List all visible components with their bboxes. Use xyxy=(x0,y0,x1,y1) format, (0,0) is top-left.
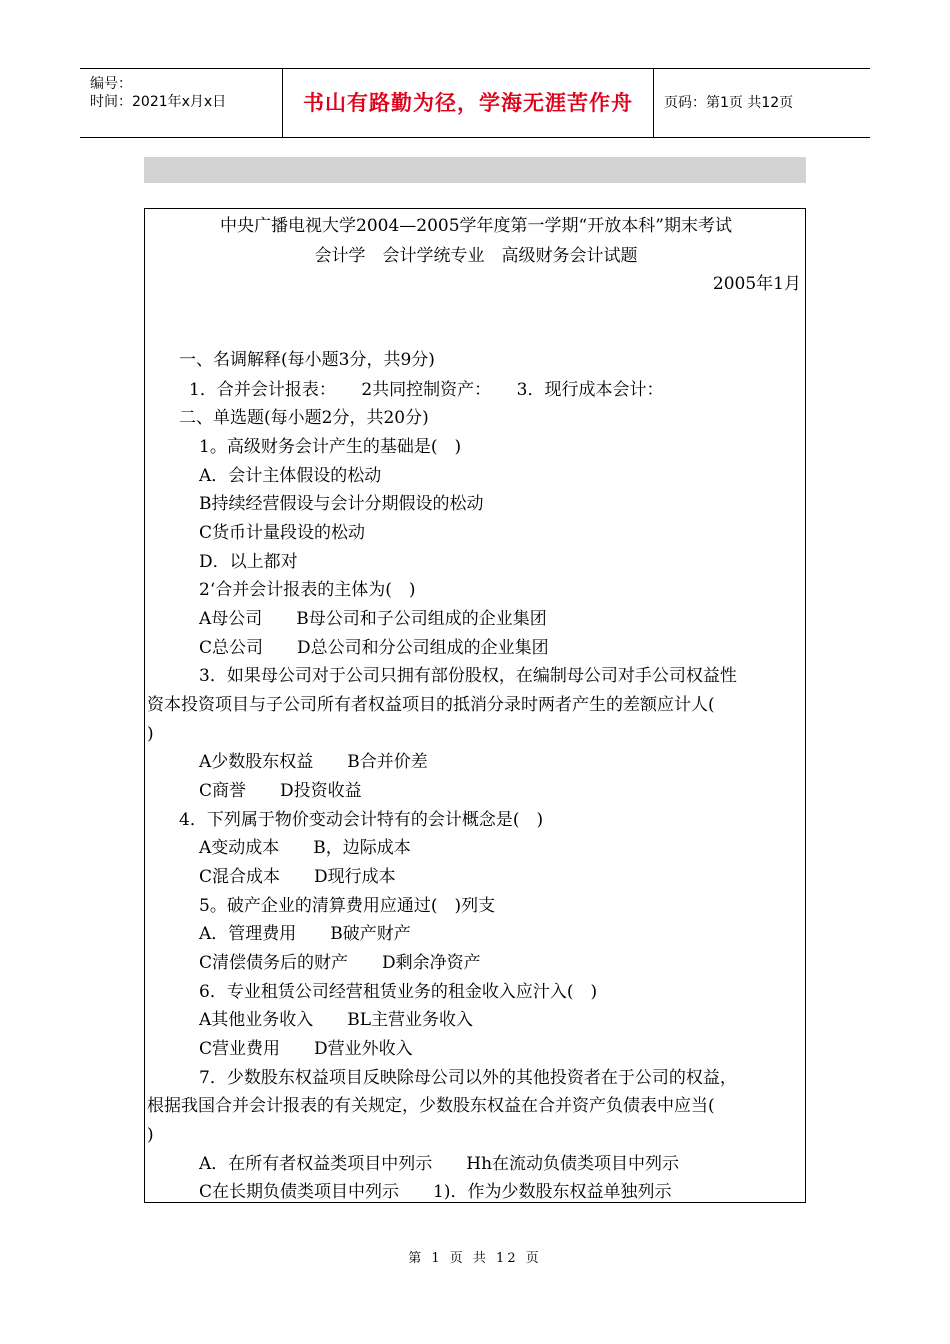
section-heading: 一、名调解释(每小题3分，共9分) xyxy=(179,350,435,370)
question-line: 3．如果母公司对于公司只拥有部份股权，在编制母公司对手公司权益性 xyxy=(199,666,737,686)
exam-subtitle: 会计学 会计学统专业 高级财务会计试题 xyxy=(314,246,638,266)
option-line: A．在所有者权益类项目中列示 Hh在流动负债类项目中列示 xyxy=(199,1154,680,1174)
question-line: 资本投资项目与子公司所有者权益项目的抵消分录时两者产生的差额应计人( xyxy=(147,695,715,715)
exam-box xyxy=(144,208,806,1203)
option-line: A变动成本 B，边际成本 xyxy=(199,838,411,858)
question-line: 2‘合并会计报表的主体为( ) xyxy=(199,580,416,600)
exam-title: 中央广播电视大学2004—2005学年度第一学期“开放本科”期末考试 xyxy=(220,216,732,236)
question-line: ) xyxy=(147,724,154,744)
option-line: C在长期负债类项目中列示 1)．作为少数股东权益单独列示 xyxy=(199,1182,672,1202)
option-line: A少数股东权益 B合并价差 xyxy=(199,752,428,772)
question-line: 7．少数股东权益项目反映除母公司以外的其他投资者在于公司的权益， xyxy=(199,1068,737,1088)
question-line: 1。高级财务会计产生的基础是( ) xyxy=(199,437,462,457)
option-line: D．以上都对 xyxy=(199,552,298,572)
option-line: C清偿债务后的财产 D剩余净资产 xyxy=(199,953,481,973)
option-line: B持续经营假设与会计分期假设的松动 xyxy=(199,494,484,514)
question-line: 6．专业租赁公司经营租赁业务的租金收入应汁入( ) xyxy=(199,982,598,1002)
option-line: A．会计主体假设的松动 xyxy=(199,466,382,486)
number-label: 编号： xyxy=(90,76,132,92)
question-line: 根据我国合并会计报表的有关规定，少数股东权益在合并资产负债表中应当( xyxy=(147,1096,715,1116)
exam-date: 2005年1月 xyxy=(712,274,801,294)
question-line: ) xyxy=(147,1125,154,1145)
option-line: A母公司 B母公司和子公司组成的企业集团 xyxy=(199,609,547,629)
motto: 书山有路勤为径，学海无涯苦作舟 xyxy=(283,69,654,137)
time-label: 时间：2021年x月x日 xyxy=(90,94,227,110)
page-footer: 第 1 页 共 12 页 xyxy=(408,1251,542,1266)
option-line: A其他业务收入 BL主营业务收入 xyxy=(199,1010,474,1030)
question-line: 5。破产企业的清算费用应通过( )列支 xyxy=(199,896,496,916)
question-line: 1．合并会计报表： 2共同控制资产： 3．现行成本会计： xyxy=(189,380,664,400)
gray-divider-bar xyxy=(144,157,806,183)
page-info: 页码：第1页 共12页 xyxy=(664,95,794,111)
header-meta xyxy=(80,69,283,137)
page-header xyxy=(80,68,870,138)
option-line: C商誉 D投资收益 xyxy=(199,781,362,801)
option-line: A．管理费用 B破产财产 xyxy=(199,924,411,944)
option-line: C总公司 D总公司和分公司组成的企业集团 xyxy=(199,638,549,658)
option-line: C混合成本 D现行成本 xyxy=(199,867,396,887)
option-line: C货币计量段设的松动 xyxy=(199,523,366,543)
section-heading: 二、单选题(每小题2分，共20分) xyxy=(179,408,429,428)
option-line: C营业费用 D营业外收入 xyxy=(199,1039,413,1059)
question-line: 4．下列属于物价变动会计特有的会计概念是( ) xyxy=(179,810,544,830)
